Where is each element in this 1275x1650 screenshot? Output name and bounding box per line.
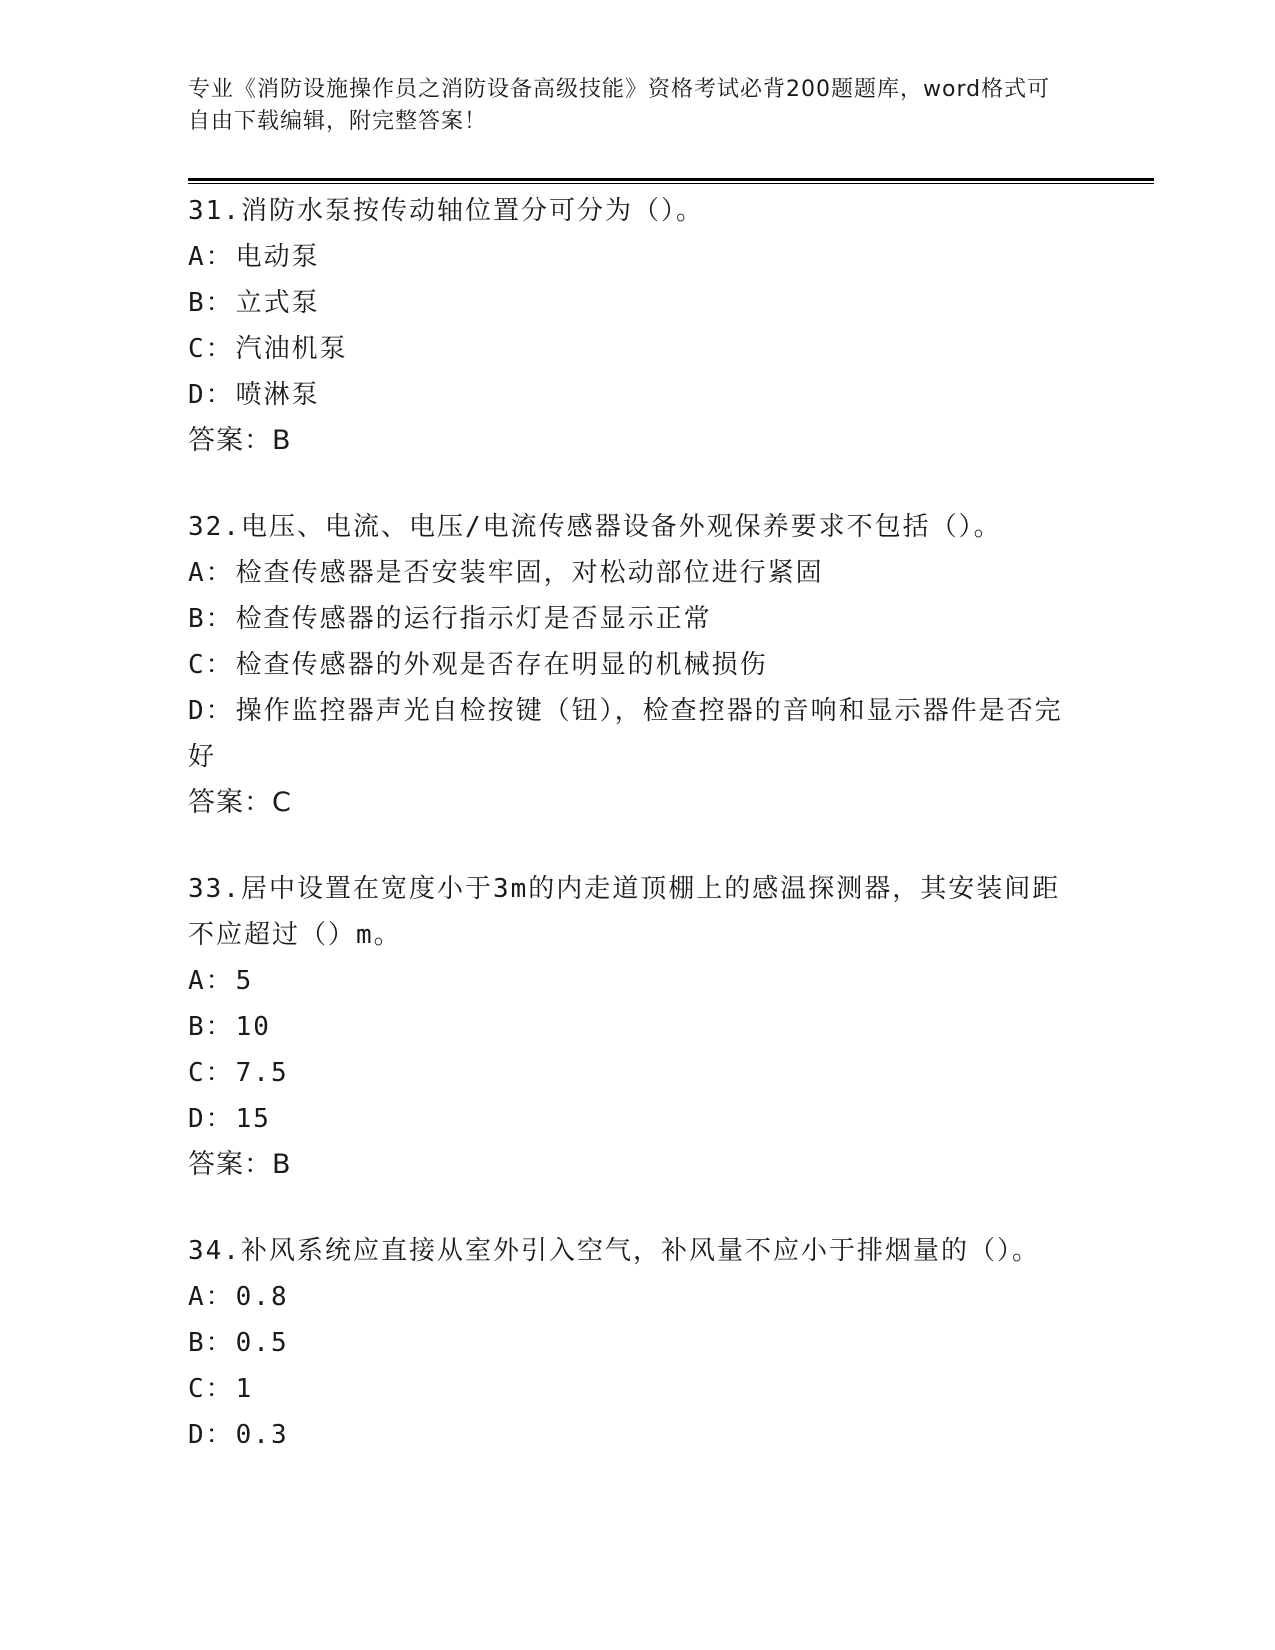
option-key: B： — [188, 1012, 234, 1042]
option-d — [188, 1412, 1088, 1458]
option-text: 10 — [235, 1012, 271, 1042]
option-b — [188, 596, 1088, 642]
option-key: A： — [188, 966, 234, 996]
option-text: 1 — [235, 1374, 254, 1404]
question-34 — [188, 1228, 1088, 1458]
header-divider-thin — [188, 183, 1154, 184]
option-text: 5 — [235, 966, 254, 996]
option-key: D： — [188, 1420, 234, 1450]
document-header: 专业《消防设施操作员之消防设备高级技能》资格考试必背200题题库，word格式可自由下载编辑，附完整答案！ — [188, 77, 1051, 134]
option-a — [188, 550, 1088, 596]
option-a — [188, 958, 1088, 1004]
option-text: 15 — [235, 1104, 271, 1134]
option-key: D： — [188, 1104, 234, 1134]
option-b — [188, 1004, 1088, 1050]
option-d — [188, 372, 1088, 418]
option-key: A： — [188, 558, 234, 588]
option-text: 汽油机泵 — [235, 334, 348, 364]
option-key: A： — [188, 242, 234, 272]
option-key: B： — [188, 288, 234, 318]
answer-line: 答案：B — [188, 1149, 292, 1180]
option-a — [188, 1274, 1088, 1320]
option-key: B： — [188, 1328, 234, 1358]
question-stem: 34.补风系统应直接从室外引入空气，补风量不应小于排烟量的（）。 — [188, 1236, 1040, 1266]
option-d — [188, 1096, 1088, 1142]
option-key: C： — [188, 650, 234, 680]
option-text: 喷淋泵 — [235, 380, 320, 410]
option-c — [188, 642, 1088, 688]
option-c — [188, 1050, 1088, 1096]
option-key: D： — [188, 696, 234, 726]
option-key: A： — [188, 1282, 234, 1312]
option-key: D： — [188, 380, 234, 410]
option-c — [188, 1366, 1088, 1412]
option-text: 0.5 — [235, 1328, 289, 1358]
option-b — [188, 1320, 1088, 1366]
option-a — [188, 234, 1088, 280]
question-stem: 31.消防水泵按传动轴位置分可分为（）。 — [188, 196, 704, 226]
option-text: 0.3 — [235, 1420, 289, 1450]
option-text: 电动泵 — [235, 242, 320, 272]
option-b — [188, 280, 1088, 326]
answer-line: 答案：C — [188, 787, 292, 818]
option-text: 检查传感器的外观是否存在明显的机械损伤 — [235, 650, 768, 680]
question-33 — [188, 866, 1088, 1188]
option-c — [188, 326, 1088, 372]
option-text: 7.5 — [235, 1058, 289, 1088]
question-32 — [188, 504, 1088, 826]
option-key: C： — [188, 1374, 234, 1404]
option-text: 检查传感器是否安装牢固，对松动部位进行紧固 — [235, 558, 824, 588]
option-key: B： — [188, 604, 234, 634]
answer-line: 答案：B — [188, 425, 292, 456]
option-key: C： — [188, 1058, 234, 1088]
question-list — [188, 188, 1088, 1498]
option-text: 操作监控器声光自检按键（钮），检查控器的音响和显示器件是否完好 — [188, 696, 1063, 772]
question-stem: 32.电压、电流、电压/电流传感器设备外观保养要求不包括（）。 — [188, 512, 1002, 542]
question-stem: 33.居中设置在宽度小于3m的内走道顶棚上的感温探测器，其安装间距不应超过（）m。 — [188, 874, 1061, 950]
option-text: 0.8 — [235, 1282, 289, 1312]
option-d — [188, 688, 1088, 780]
option-text: 立式泵 — [235, 288, 320, 318]
option-text: 检查传感器的运行指示灯是否显示正常 — [235, 604, 712, 634]
question-31 — [188, 188, 1088, 464]
header-divider-thick — [188, 178, 1154, 181]
option-key: C： — [188, 334, 234, 364]
